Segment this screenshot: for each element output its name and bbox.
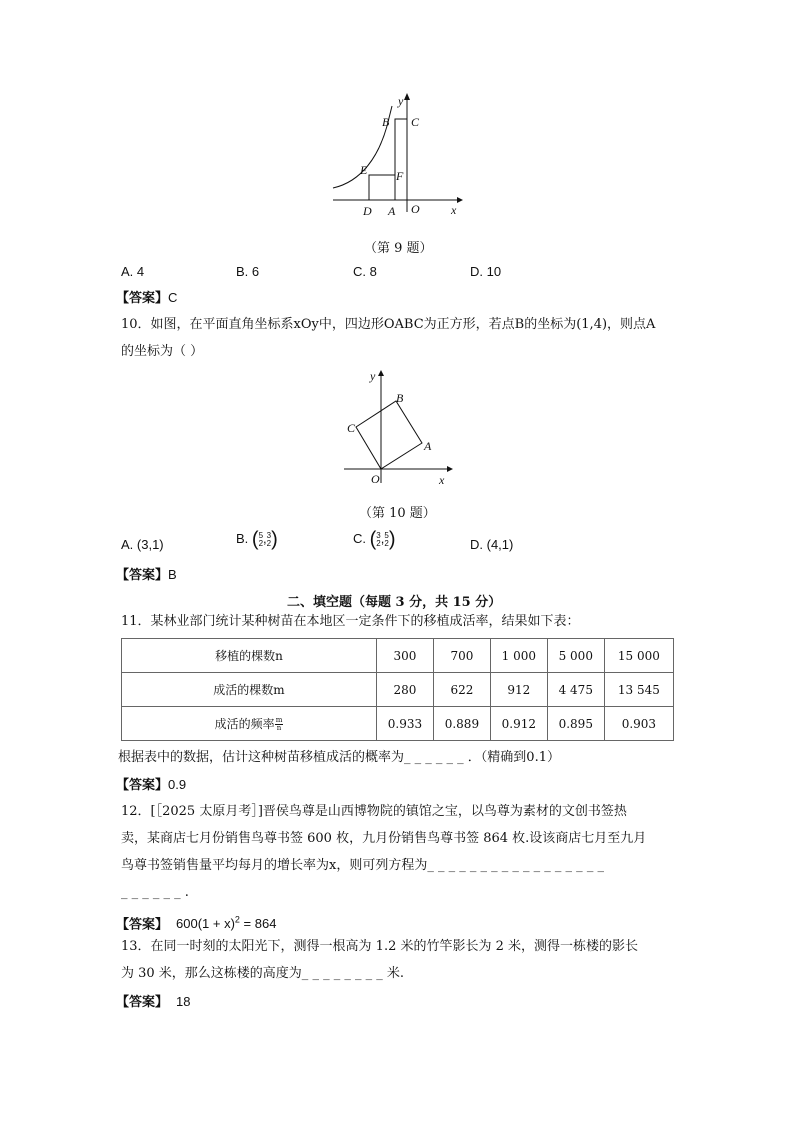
section-title: 二、填空题（每题 3 分，共 15 分） <box>287 595 502 610</box>
y-axis-arrow-icon <box>404 93 410 100</box>
table-row <box>122 673 674 707</box>
table-cell: 300 <box>377 639 434 673</box>
table-row <box>122 707 674 741</box>
label-y: y <box>398 94 404 108</box>
q12-line4: _ _ _ _ _ _ . <box>121 885 189 900</box>
answer-value: 18 <box>176 994 191 1009</box>
label-c: C <box>411 115 420 129</box>
frequency-table <box>121 638 674 741</box>
label-e: E <box>360 163 368 177</box>
q12-line2: 卖，某商店七月份销售鸟尊书签 600 枚，九月份销售鸟尊书签 864 枚.设该商店七月至九月 <box>121 831 647 846</box>
label-a: A <box>388 204 396 218</box>
q13-line1: 13．在同一时刻的太阳光下，测得一根高为 1.2 米的竹竿影长为 2 米，测得一栋楼的影长 <box>121 939 639 954</box>
q9-option-d: D. 10 <box>470 264 502 279</box>
q9-option-a: A. 4 <box>121 264 145 279</box>
q11-after-text: 根据表中的数据，估计这种树苗移植成活的概率为_ _ _ _ _ _ ．（精确到0.1） <box>118 750 560 765</box>
table-cell: 0.895 <box>547 707 604 741</box>
table-cell: 700 <box>433 639 490 673</box>
frequency-fraction: $\frac{m}{n}$ <box>275 716 283 732</box>
label-a: A <box>424 439 432 453</box>
table-row <box>122 639 674 673</box>
table-cell: 4 475 <box>547 673 604 707</box>
answer-label: 【答案】 <box>116 568 169 583</box>
answer-value: B <box>168 567 177 582</box>
q10-option-d: D. (4,1) <box>470 537 514 552</box>
answer-label: 【答案】 <box>116 917 169 933</box>
x-axis-arrow-icon <box>447 466 453 472</box>
rect-bcfa <box>395 119 407 200</box>
table-cell: 13 545 <box>604 673 673 707</box>
table-cell: 15 000 <box>604 639 673 673</box>
q12-line1: 12．[［2025 太原月考］]晋侯鸟尊是山西博物院的镇馆之宝，以鸟尊为素材的文创书签热 <box>121 804 627 819</box>
q9-option-c: C. 8 <box>353 264 377 279</box>
q12-answer <box>116 911 276 934</box>
figure-9 <box>325 88 475 223</box>
q12-line3: 鸟尊书签销售量平均每月的增长率为x，则可列方程为_ _ _ _ _ _ _ _ _ _ _ _ _ _ _ _ _ <box>121 858 604 873</box>
answer-value: 0.9 <box>168 777 187 792</box>
q9-option-b: B. 6 <box>236 264 260 279</box>
rect-edaf <box>369 175 395 200</box>
q10-question-line2: 的坐标为（ ） <box>121 344 204 359</box>
answer-label: 【答案】 <box>116 995 169 1010</box>
table-cell: 0.903 <box>604 707 673 741</box>
answer-label: 【答案】 <box>116 291 169 306</box>
answer-value: C <box>168 290 178 305</box>
table-cell: 0.889 <box>433 707 490 741</box>
answer-label: 【答案】 <box>116 778 169 793</box>
label-b: B <box>396 391 404 405</box>
x-axis-arrow-icon <box>457 197 463 203</box>
q10-question-line1: 10．如图，在平面直角坐标系xOy中，四边形OABC为正方形，若点B的坐标为(1,4)，则点A <box>121 317 656 332</box>
y-axis-arrow-icon <box>378 370 384 376</box>
q11-answer <box>116 776 186 795</box>
table-cell: 622 <box>433 673 490 707</box>
table-cell: 0.933 <box>377 707 434 741</box>
label-f: F <box>396 169 404 183</box>
q10-option-c: C. ( 3 2 , 5 2 ) <box>353 528 396 551</box>
q10-answer <box>116 566 177 585</box>
q10-option-a: A. (3,1) <box>121 537 164 552</box>
figure-9-caption: （第 9 题） <box>364 241 433 256</box>
q9-answer <box>116 289 177 308</box>
square-oabc <box>356 401 422 469</box>
label-x: x <box>451 203 457 217</box>
q13-line2: 为 30 米，那么这栋楼的高度为_ _ _ _ _ _ _ _ 米. <box>121 966 404 981</box>
label-o: O <box>411 202 420 216</box>
label-o: O <box>371 472 380 486</box>
table-cell: 912 <box>490 673 547 707</box>
label-c: C <box>347 421 356 435</box>
table-cell: 1 000 <box>490 639 547 673</box>
label-y: y <box>370 369 376 383</box>
q13-answer <box>116 993 190 1012</box>
table-cell: 280 <box>377 673 434 707</box>
label-x: x <box>439 473 445 487</box>
table-row-header: 移植的棵数n <box>122 639 377 673</box>
figure-10-caption: （第 10 题） <box>359 506 436 521</box>
answer-value: $600(1 + x)^2 = 864$ <box>176 915 277 932</box>
table-cell: 5 000 <box>547 639 604 673</box>
label-b: B <box>382 115 390 129</box>
table-cell: 0.912 <box>490 707 547 741</box>
figure-10 <box>340 368 460 493</box>
table-row-header: 成活的棵数m <box>122 673 377 707</box>
q10-option-b: B. ( 5 2 , 3 2 ) <box>236 528 278 551</box>
q11-question: 11．某林业部门统计某种树苗在本地区一定条件下的移植成活率，结果如下表： <box>121 614 580 629</box>
table-row-header: 成活的频率 $\frac{m}{n}$ <box>122 707 377 741</box>
label-d: D <box>363 204 372 218</box>
